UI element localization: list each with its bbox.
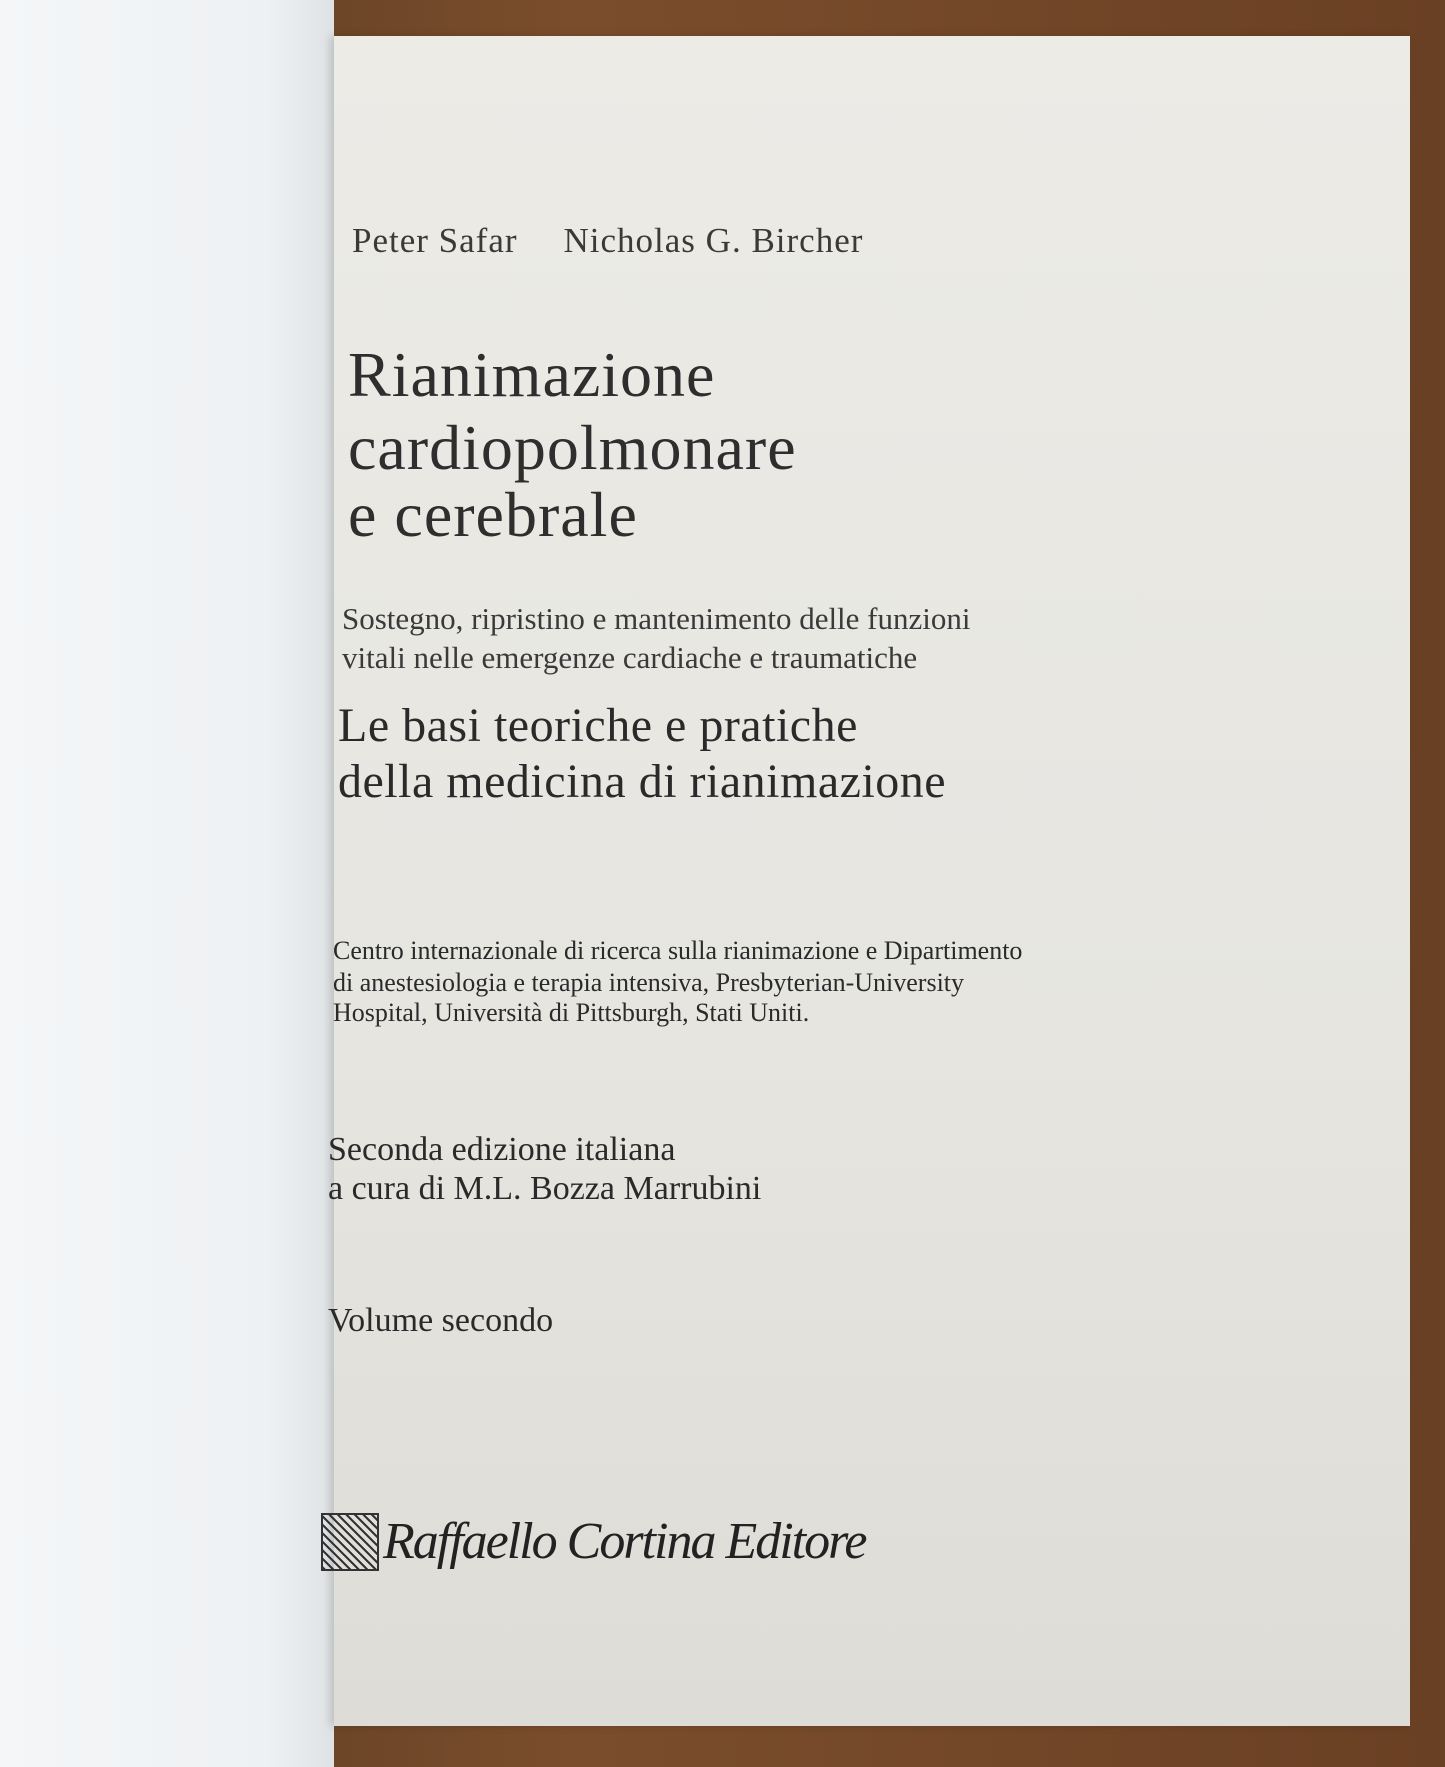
left-blank-page: [0, 0, 334, 1767]
affiliation-line: Hospital, Università di Pittsburgh, Stati Uniti.: [333, 998, 810, 1027]
publisher-logo: [321, 1512, 866, 1571]
author: Nicholas G. Bircher: [563, 221, 864, 260]
title-page: [334, 36, 1410, 1726]
edition-line: a cura di M.L. Bozza Marrubini: [328, 1170, 762, 1207]
author: Peter Safar: [352, 221, 518, 260]
affiliation-line: Centro internazionale di ricerca sulla rianimazione e Dipartimento: [333, 936, 1023, 965]
affiliation-line: di anestesiologia e terapia intensiva, Presbyterian-University: [333, 968, 965, 997]
edition-line: Seconda edizione italiana: [328, 1131, 676, 1168]
subtitle-line: Sostegno, ripristino e mantenimento delle funzioni: [342, 601, 971, 636]
subtitle-line: vitali nelle emergenze cardiache e traumatiche: [342, 640, 918, 675]
book-title-line: cardiopolmonare: [348, 412, 797, 483]
secondary-title-line: della medicina di rianimazione: [338, 755, 947, 808]
book-title-line: Rianimazione: [348, 339, 716, 410]
publisher-name: Raffaello Cortina Editore: [383, 1513, 866, 1570]
volume-label: Volume secondo: [328, 1302, 554, 1339]
publisher-mark-icon: [321, 1513, 379, 1571]
secondary-title-line: Le basi teoriche e pratiche: [338, 699, 858, 752]
authors: [352, 222, 863, 261]
book-title-line: e cerebrale: [348, 479, 638, 550]
